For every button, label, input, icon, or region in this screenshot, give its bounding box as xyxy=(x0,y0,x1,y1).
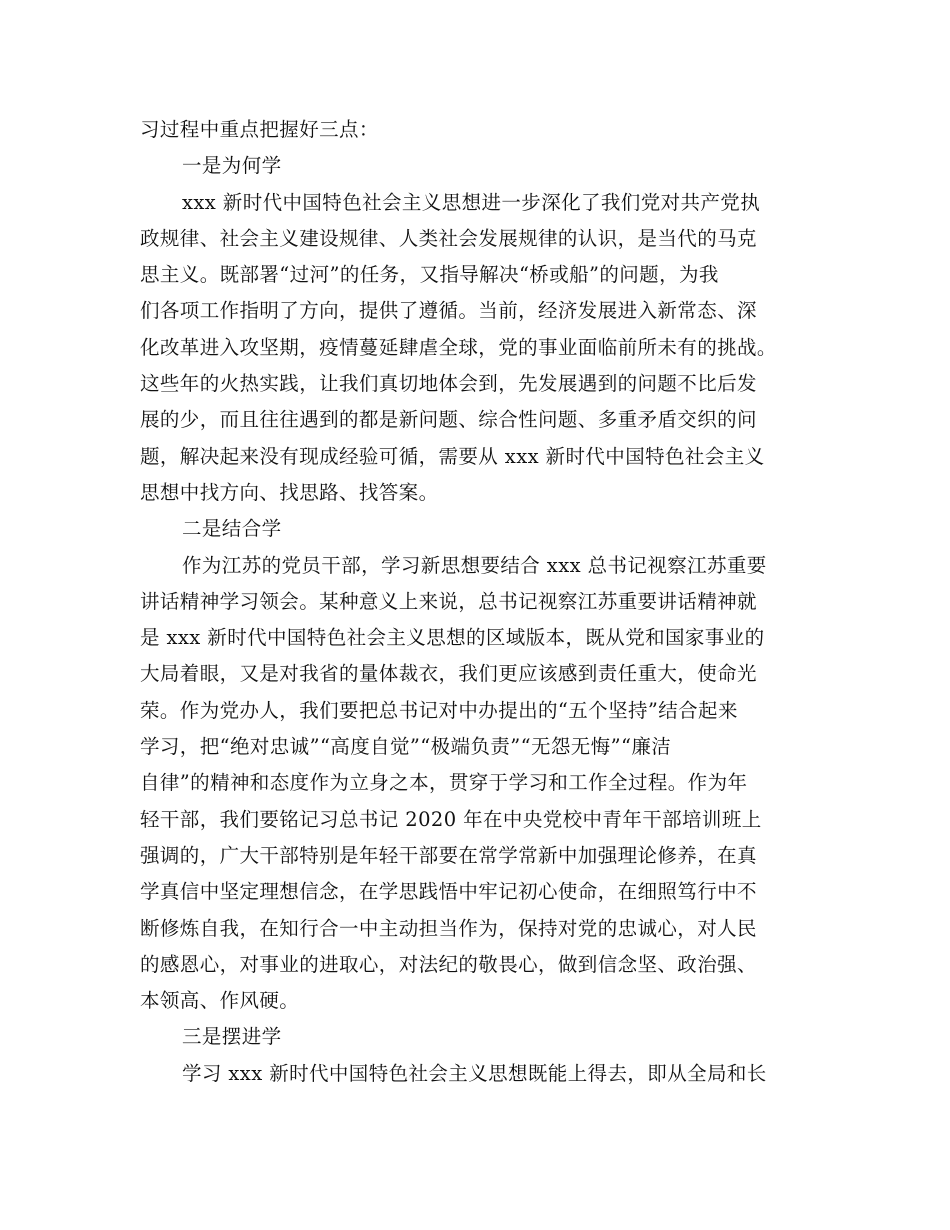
paragraph-start-line: 作为江苏的党员干部，学习新思想要结合 xxx 总书记视察江苏重要 xyxy=(182,553,767,577)
text-line: 思想中找方向、找思路、找答案。 xyxy=(140,480,439,504)
text-line: 政规律、社会主义建设规律、人类社会发展规律的认识，是当代的马克 xyxy=(140,226,757,250)
text-line: 自律”的精神和态度作为立身之本，贯穿于学习和工作全过程。作为年 xyxy=(140,771,748,795)
text-line: 讲话精神学习领会。某种意义上来说，总书记视察江苏重要讲话精神就 xyxy=(140,589,757,613)
text-line: 大局着眼，又是对我省的量体裁衣，我们更应该感到责任重大，使命光 xyxy=(140,662,757,686)
text-line: 强调的，广大干部特别是年轻干部要在常学常新中加强理论修养，在真 xyxy=(140,843,757,867)
paragraph-start-line: 一是为何学 xyxy=(182,154,282,178)
text-line: 这些年的火热实践，让我们真切地体会到，先发展遇到的问题不比后发 xyxy=(140,372,757,396)
text-line: 展的少，而且往往遇到的都是新问题、综合性问题、多重矛盾交织的问 xyxy=(140,408,757,432)
text-line: 是 xxx 新时代中国特色社会主义思想的区域版本，既从党和国家事业的 xyxy=(140,626,765,650)
paragraph-start-line: 二是结合学 xyxy=(182,517,282,541)
text-line: 题，解决起来没有现成经验可循，需要从 xxx 新时代中国特色社会主义 xyxy=(140,444,765,468)
text-line: 学习，把“绝对忠诚”“高度自觉”“极端负责”“无怨无悔”“廉洁 xyxy=(140,735,672,759)
document-body xyxy=(140,112,820,1092)
text-line: 习过程中重点把握好三点： xyxy=(140,118,379,141)
text-line: 断修炼自我，在知行合一中主动担当作为，保持对党的忠诚心，对人民 xyxy=(140,916,757,940)
text-line: 学真信中坚定理想信念，在学思践悟中牢记初心使命，在细照笃行中不 xyxy=(140,880,757,904)
text-line: 轻干部，我们要铭记习总书记 2020 年在中央党校中青年干部培训班上 xyxy=(140,807,762,831)
paragraph-start-line: 学习 xxx 新时代中国特色社会主义思想既能上得去，即从全局和长 xyxy=(182,1061,767,1085)
text-line: 们各项工作指明了方向，提供了遵循。当前，经济发展进入新常态、深 xyxy=(140,299,757,323)
text-line: 的感恩心，对事业的进取心，对法纪的敬畏心，做到信念坚、政治强、 xyxy=(140,952,757,976)
text-line: 化改革进入攻坚期，疫情蔓延肆虐全球，党的事业面临前所未有的挑战。 xyxy=(140,335,777,359)
paragraph-start-line: xxx 新时代中国特色社会主义思想进一步深化了我们党对共产党执 xyxy=(182,190,761,214)
text-line: 荣。作为党办人，我们要把总书记对中办提出的“五个坚持”结合起来 xyxy=(140,698,738,722)
paragraph-start-line: 三是摆进学 xyxy=(182,1025,282,1049)
text-line: 本领高、作风硬。 xyxy=(140,989,300,1013)
text-line: 思主义。既部署“过河”的任务，又指导解决“桥或船”的问题，为我 xyxy=(140,263,719,287)
